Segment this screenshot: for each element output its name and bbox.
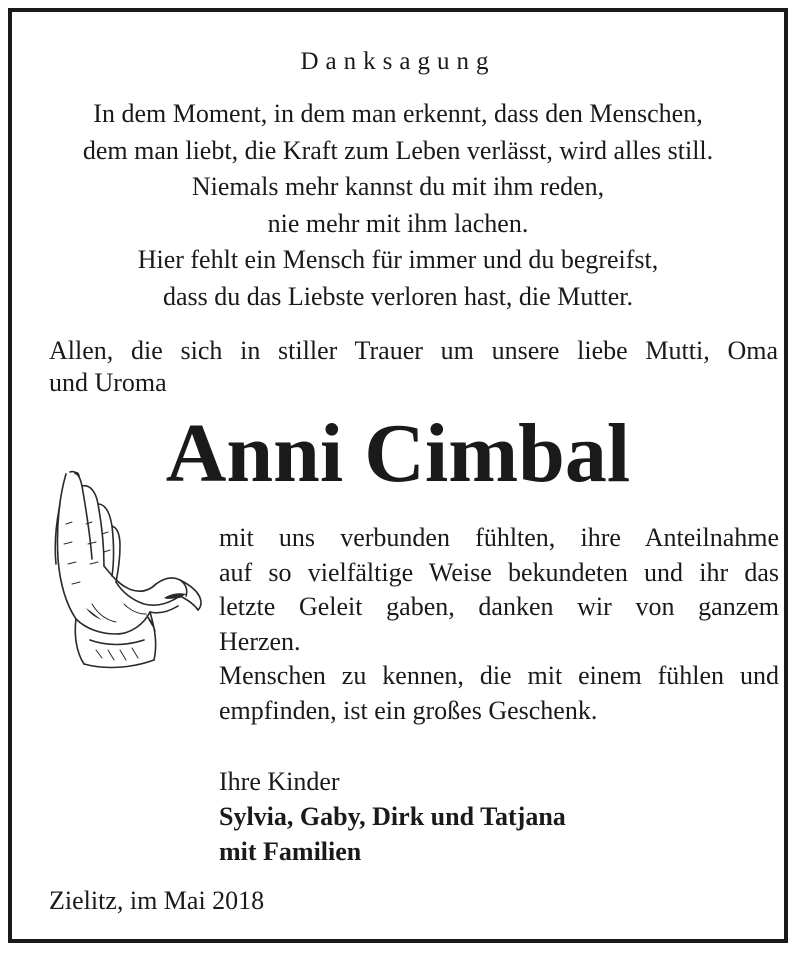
verse-line: Niemals mehr kannst du mit ihm reden, [191,172,605,201]
signature-intro: Ihre Kinder [219,767,340,796]
thanks-line: Menschen zu kennen, die mit einem fühlen und [219,661,779,690]
place-date: Zielitz, im Mai 2018 [49,886,265,915]
thanks-line: letzte Geleit gaben, danken wir von ganzem [219,592,779,621]
thanks-line: mit uns verbunden fühlten, ihre Anteilnahme [219,523,779,552]
obituary-frame [8,8,788,943]
thanks-line: auf so vielfältige Weise bekundeten und ihr das [219,557,779,587]
thanks-line: Herzen. [219,626,301,656]
heading: Danksagung [300,48,496,75]
verse-line: nie mehr mit ihm lachen. [267,208,529,238]
praying-hands-icon [46,464,206,674]
verse-line: dem man liebt, die Kraft zum Leben verlässt, wird alles still. [82,135,714,165]
signature [219,764,566,869]
intro-line: und Uroma [49,368,167,397]
thanks-text [219,521,779,728]
deceased-name: Anni Cimbal [165,407,631,500]
intro-line: Allen, die sich in stiller Trauer um unsere liebe Mutti, Oma [49,336,778,365]
intro-text [49,335,778,399]
signature-family: mit Familien [219,837,362,866]
thanks-line: empfinden, ist ein großes Geschenk. [219,695,598,725]
verse [12,96,784,315]
verse-line: Hier fehlt ein Mensch für immer und du begreifst, [137,245,659,274]
verse-line: dass du das Liebste verloren hast, die Mutter. [162,281,634,311]
signature-names: Sylvia, Gaby, Dirk und Tatjana [219,802,566,831]
verse-line: In dem Moment, in dem man erkennt, dass den Menschen, [93,99,703,128]
